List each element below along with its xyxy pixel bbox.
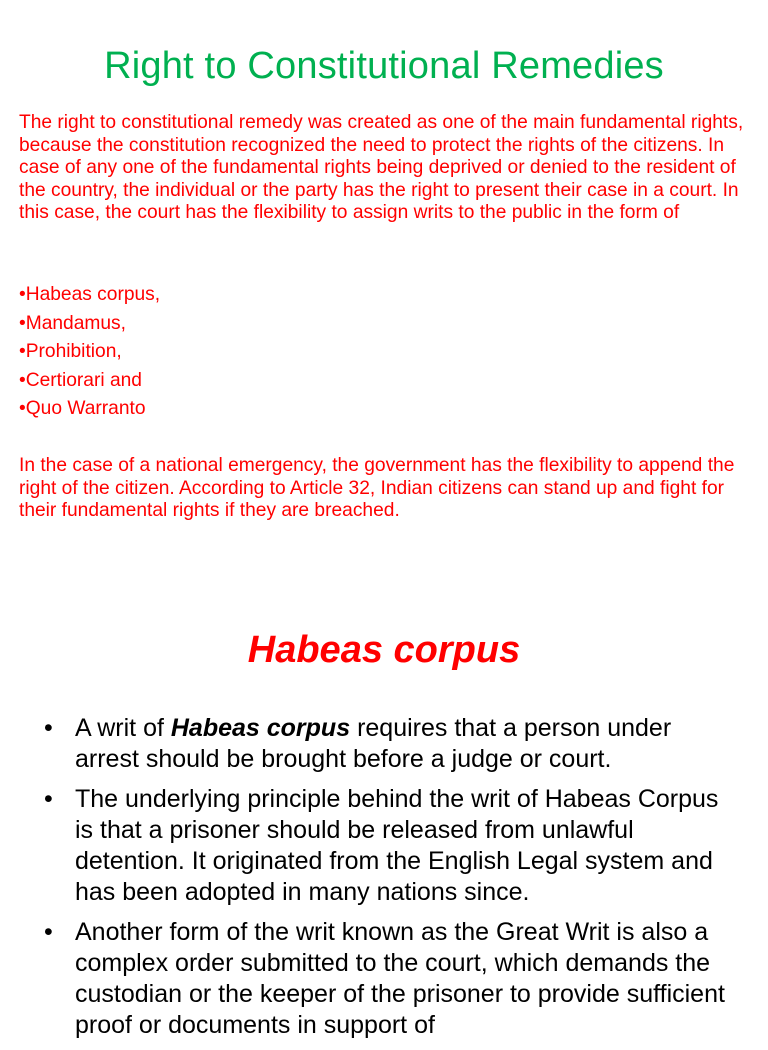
bullet-text: Another form of the writ known as the Great Writ is also a complex order submitted to the court, which demands the custodian or the keeper of the prisoner to provide sufficient proof or documents in support of xyxy=(75,918,725,1039)
habeas-corpus-heading: Habeas corpus xyxy=(247,629,521,671)
bullet-marker: • xyxy=(44,785,53,813)
bullet-marker: • xyxy=(44,714,53,742)
bullet-marker: • xyxy=(44,918,53,946)
writ-item-prohibition: •Prohibition, xyxy=(19,341,122,362)
habeas-corpus-bullets xyxy=(0,713,768,1050)
writ-item-mandamus: •Mandamus, xyxy=(19,312,126,334)
bullet-item xyxy=(0,713,768,775)
slide-title: Right to Constitutional Remedies xyxy=(104,45,664,87)
bullet-item xyxy=(0,784,768,908)
bullet-item xyxy=(0,917,768,1041)
bullet-text-pre: A writ of xyxy=(75,714,171,742)
emergency-paragraph: In the case of a national emergency, the government has the flexibility to append the right of the citizen. According to Article 32, Indian citizens can stand up and fight for their fundamental rights if they are breached. xyxy=(19,455,735,522)
writ-item-quo-warranto: •Quo Warranto xyxy=(19,398,146,419)
bullet-text-post: requires that a person under arrest should be brought before a judge or court. xyxy=(75,714,672,773)
bullet-text: The underlying principle behind the writ of Habeas Corpus is that a prisoner should be released from unlawful detention. It originated from the English Legal system and has been adopted in many nations since. xyxy=(75,785,719,906)
writ-list xyxy=(19,281,160,424)
bullet-text-emphasis: Habeas corpus xyxy=(170,714,351,742)
writ-item-habeas-corpus: •Habeas corpus, xyxy=(19,284,161,305)
writ-item-certiorari: •Certiorari and xyxy=(19,369,142,391)
intro-paragraph: The right to constitutional remedy was created as one of the main fundamental rights, because the constitution recognized the need to protect the rights of the citizens. In case of any one of the fundamental rights being deprived or denied to the resident of the country, the individual or the party has the right to present their case in a court. In this case, the court has the flexibility to assign writs to the public in the form of xyxy=(19,112,744,224)
